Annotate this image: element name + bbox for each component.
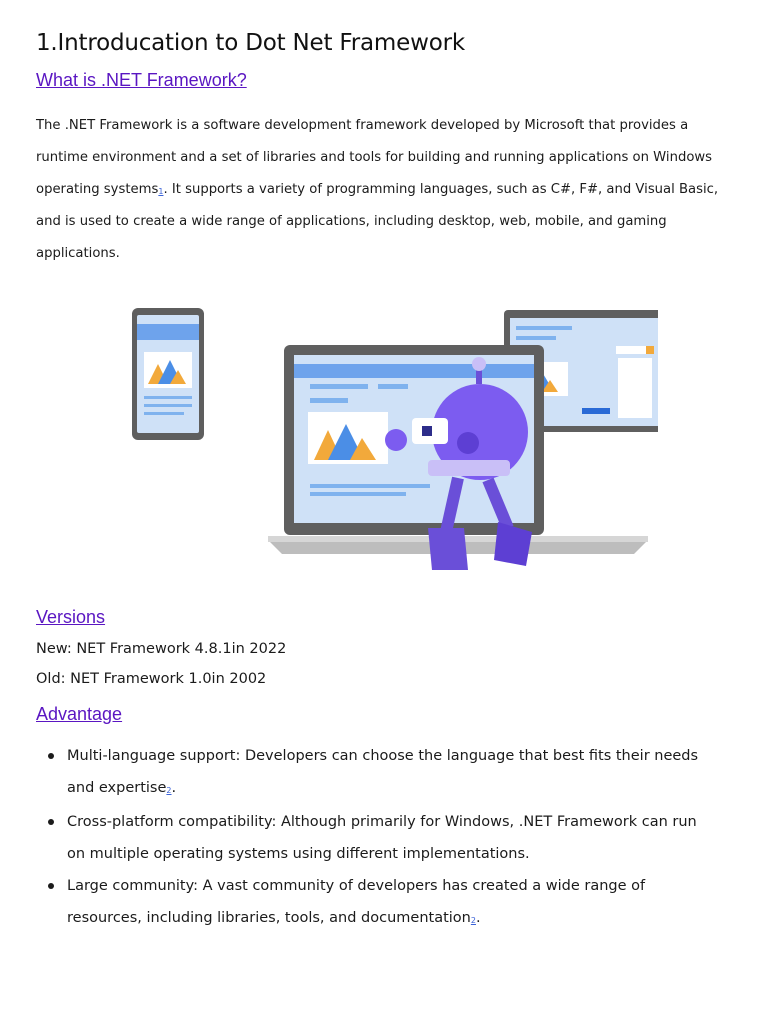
intro-line-2: runtime environment and a set of libraries and tools for building and running applications on Windows [36,150,713,165]
devices-illustration-graphic [128,300,658,580]
intro-line-3 [36,174,719,206]
bullet-dot [48,883,54,889]
intro-line-4: and is used to create a wide range of applications, including desktop, web, mobile, and gaming [36,214,667,229]
intro-line-1: The .NET Framework is a software development framework developed by Microsoft that provides a [36,118,689,133]
footnote-ref-2b[interactable]: 2 [470,916,476,925]
advantage-1-end: . [171,780,177,796]
advantage-heading-link[interactable]: Advantage [36,704,123,724]
advantage-3-end: . [475,910,481,926]
list-item [36,740,736,806]
version-old: Old: NET Framework 1.0in 2002 [36,671,267,687]
footnote-ref-1[interactable]: 1 [158,187,164,196]
advantage-1-line-1: Multi-language support: Developers can choose the language that best fits their needs [67,748,699,764]
intro-paragraph [36,110,719,270]
advantage-3-line-2 [67,902,736,936]
bullet-dot [48,819,54,825]
advantage-3-line-2-text: resources, including libraries, tools, and documentation [67,910,471,926]
bullet-dot [48,753,54,759]
intro-line-3b: . It supports a variety of programming languages, such as C#, F#, and Visual Basic, [163,182,719,197]
advantage-1-line-2-text: and expertise [67,780,167,796]
versions-heading-link[interactable]: Versions [36,607,106,627]
list-item [36,806,736,870]
advantage-1-line-2 [67,772,736,806]
what-is-heading-link[interactable]: What is .NET Framework? [36,70,247,90]
page-title: 1.Introducation to Dot Net Framework [36,30,465,56]
intro-line-3a: operating systems [36,182,159,197]
advantage-2-line-1: Cross-platform compatibility: Although primarily for Windows, .NET Framework can run [67,814,697,830]
advantage-list [36,740,736,936]
dotnet-bot-devices-illustration [128,300,658,584]
advantage-2-line-2: on multiple operating systems using different implementations. [67,846,530,862]
list-item [36,870,736,936]
footnote-ref-2[interactable]: 2 [166,786,172,795]
advantage-3-line-1: Large community: A vast community of developers has created a wide range of [67,878,646,894]
version-new: New: NET Framework 4.8.1in 2022 [36,641,287,657]
intro-line-5: applications. [36,246,120,261]
phone-icon [132,308,204,440]
